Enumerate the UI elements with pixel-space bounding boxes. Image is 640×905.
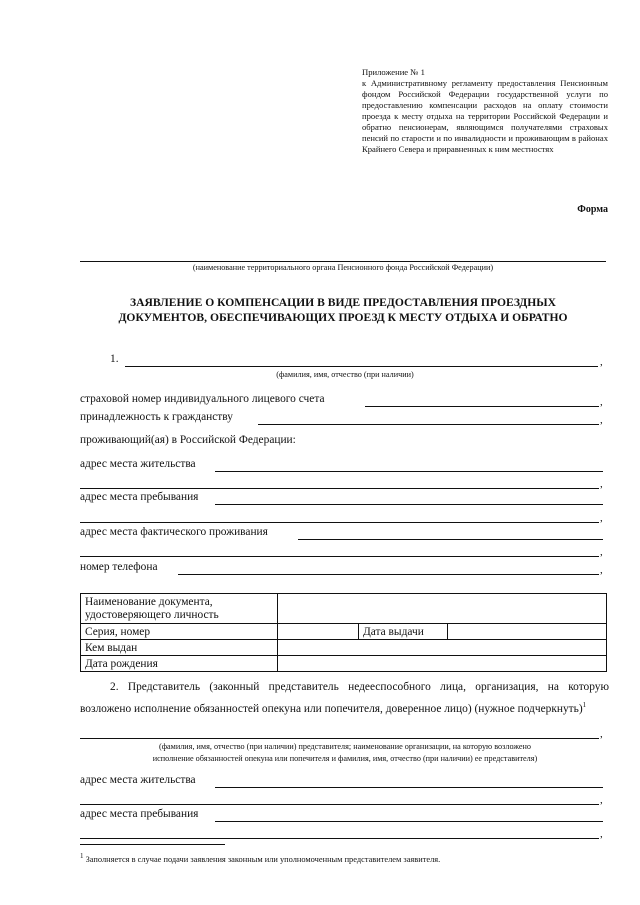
doc-name-field[interactable]: [278, 594, 607, 624]
rep-residence-field-2[interactable]: [80, 804, 599, 805]
footnote-divider: [80, 844, 225, 845]
table-row: [81, 656, 607, 672]
representative-name-field[interactable]: [80, 738, 599, 739]
table-row: [81, 624, 607, 640]
comma: ,: [600, 356, 603, 368]
residence-address-field-2[interactable]: [80, 488, 599, 489]
full-name-field[interactable]: [125, 366, 598, 367]
residence-address-field[interactable]: [215, 471, 603, 472]
issued-by-label: Кем выдан: [81, 640, 278, 656]
issue-date-label: Дата выдачи: [359, 624, 448, 640]
representative-caption-2: исполнение обязанностей опекуна или попечителя и фамилия, имя, отчество (при наличии) ее представителя): [152, 754, 538, 763]
footnote-mark: 1: [80, 852, 84, 860]
footnote-ref: 1: [582, 701, 587, 709]
rep-stay-field[interactable]: [215, 821, 603, 822]
doc-name-label-cell: [81, 594, 278, 624]
stay-address-field-2[interactable]: [80, 522, 599, 523]
stay-address-label: адрес места пребывания: [80, 491, 199, 503]
stay-address-field[interactable]: [215, 504, 603, 505]
footnote-text: Заполняется в случае подачи заявления законным или уполномоченным представителем заявителя.: [85, 854, 441, 864]
appendix-note: [362, 67, 608, 155]
comma: ,: [600, 478, 603, 490]
id-document-table: [80, 593, 607, 672]
org-caption: (наименование территориального органа Пенсионного фонда Российской Федерации): [192, 263, 494, 272]
actual-address-field-2[interactable]: [80, 556, 599, 557]
phone-label: номер телефона: [80, 561, 158, 573]
appendix-title: Приложение № 1: [362, 67, 425, 77]
representative-text[interactable]: 2. Представитель (законный представитель недееспособного лица, организация, на которую возложено исполнение обязанностей опекуна или попечителя, доверенное лицо) (нужное подчеркнуть): [80, 681, 609, 715]
comma: ,: [600, 512, 603, 524]
comma: ,: [600, 396, 603, 408]
comma: ,: [600, 828, 603, 840]
representative-paragraph: [80, 678, 609, 718]
comma: ,: [600, 414, 603, 426]
actual-address-field[interactable]: [298, 539, 603, 540]
birth-date-field[interactable]: [278, 656, 607, 672]
comma: ,: [600, 794, 603, 806]
phone-field[interactable]: [178, 574, 599, 575]
citizenship-field[interactable]: [258, 424, 599, 425]
table-row: [81, 594, 607, 624]
representative-caption-1: (фамилия, имя, отчество (при наличии) представителя; наименование организации, на которую возложено: [158, 742, 531, 751]
footnote: [80, 852, 440, 864]
birth-date-label: Дата рождения: [81, 656, 278, 672]
comma: ,: [600, 728, 603, 740]
snils-field[interactable]: [365, 406, 599, 407]
actual-address-label: адрес места фактического проживания: [80, 526, 268, 538]
residence-address-label: адрес места жительства: [80, 458, 196, 470]
issue-date-field[interactable]: [448, 624, 607, 640]
doc-name-label-2: удостоверяющего личность: [85, 608, 219, 621]
rep-residence-field[interactable]: [215, 787, 603, 788]
rep-residence-label: адрес места жительства: [80, 774, 196, 786]
representative-caption: [80, 741, 610, 765]
issued-by-field[interactable]: [278, 640, 607, 656]
rep-stay-field-2[interactable]: [80, 838, 599, 839]
page-title: [70, 296, 616, 325]
snils-label: страховой номер индивидуального лицевого счета: [80, 393, 325, 405]
section-number-1: 1.: [110, 353, 119, 365]
citizenship-label: принадлежность к гражданству: [80, 411, 233, 423]
name-caption: (фамилия, имя, отчество (при наличии): [276, 370, 414, 379]
title-line-2: ДОКУМЕНТОВ, ОБЕСПЕЧИВАЮЩИХ ПРОЕЗД К МЕСТУ ОТДЫХА И ОБРАТНО: [118, 310, 568, 324]
comma: ,: [600, 564, 603, 576]
comma: ,: [600, 546, 603, 558]
rep-stay-label: адрес места пребывания: [80, 808, 199, 820]
doc-name-label-1: Наименование документа,: [85, 595, 213, 608]
series-number-field[interactable]: [278, 624, 359, 640]
residing-label: проживающий(ая) в Российской Федерации:: [80, 434, 296, 446]
appendix-text: к Административному регламенту предоставления Пенсионным фондом Российской Федерации государственной услуги по предоставлению компенсации расходов на оплату стоимости проезда к месту отдыха на территории Российской Федерации и обратно пенсионерам, являющимся получателями страховых пенсий по старости и по инвалидности и проживающим в районах Крайнего Севера и приравненных к ним местностях: [362, 78, 608, 154]
title-line-1: ЗАЯВЛЕНИЕ О КОМПЕНСАЦИИ В ВИДЕ ПРЕДОСТАВЛЕНИЯ ПРОЕЗДНЫХ: [130, 296, 556, 309]
series-number-label: Серия, номер: [81, 624, 278, 640]
form-label: Форма: [577, 204, 608, 215]
table-row: [81, 640, 607, 656]
org-name-line[interactable]: [80, 261, 606, 262]
